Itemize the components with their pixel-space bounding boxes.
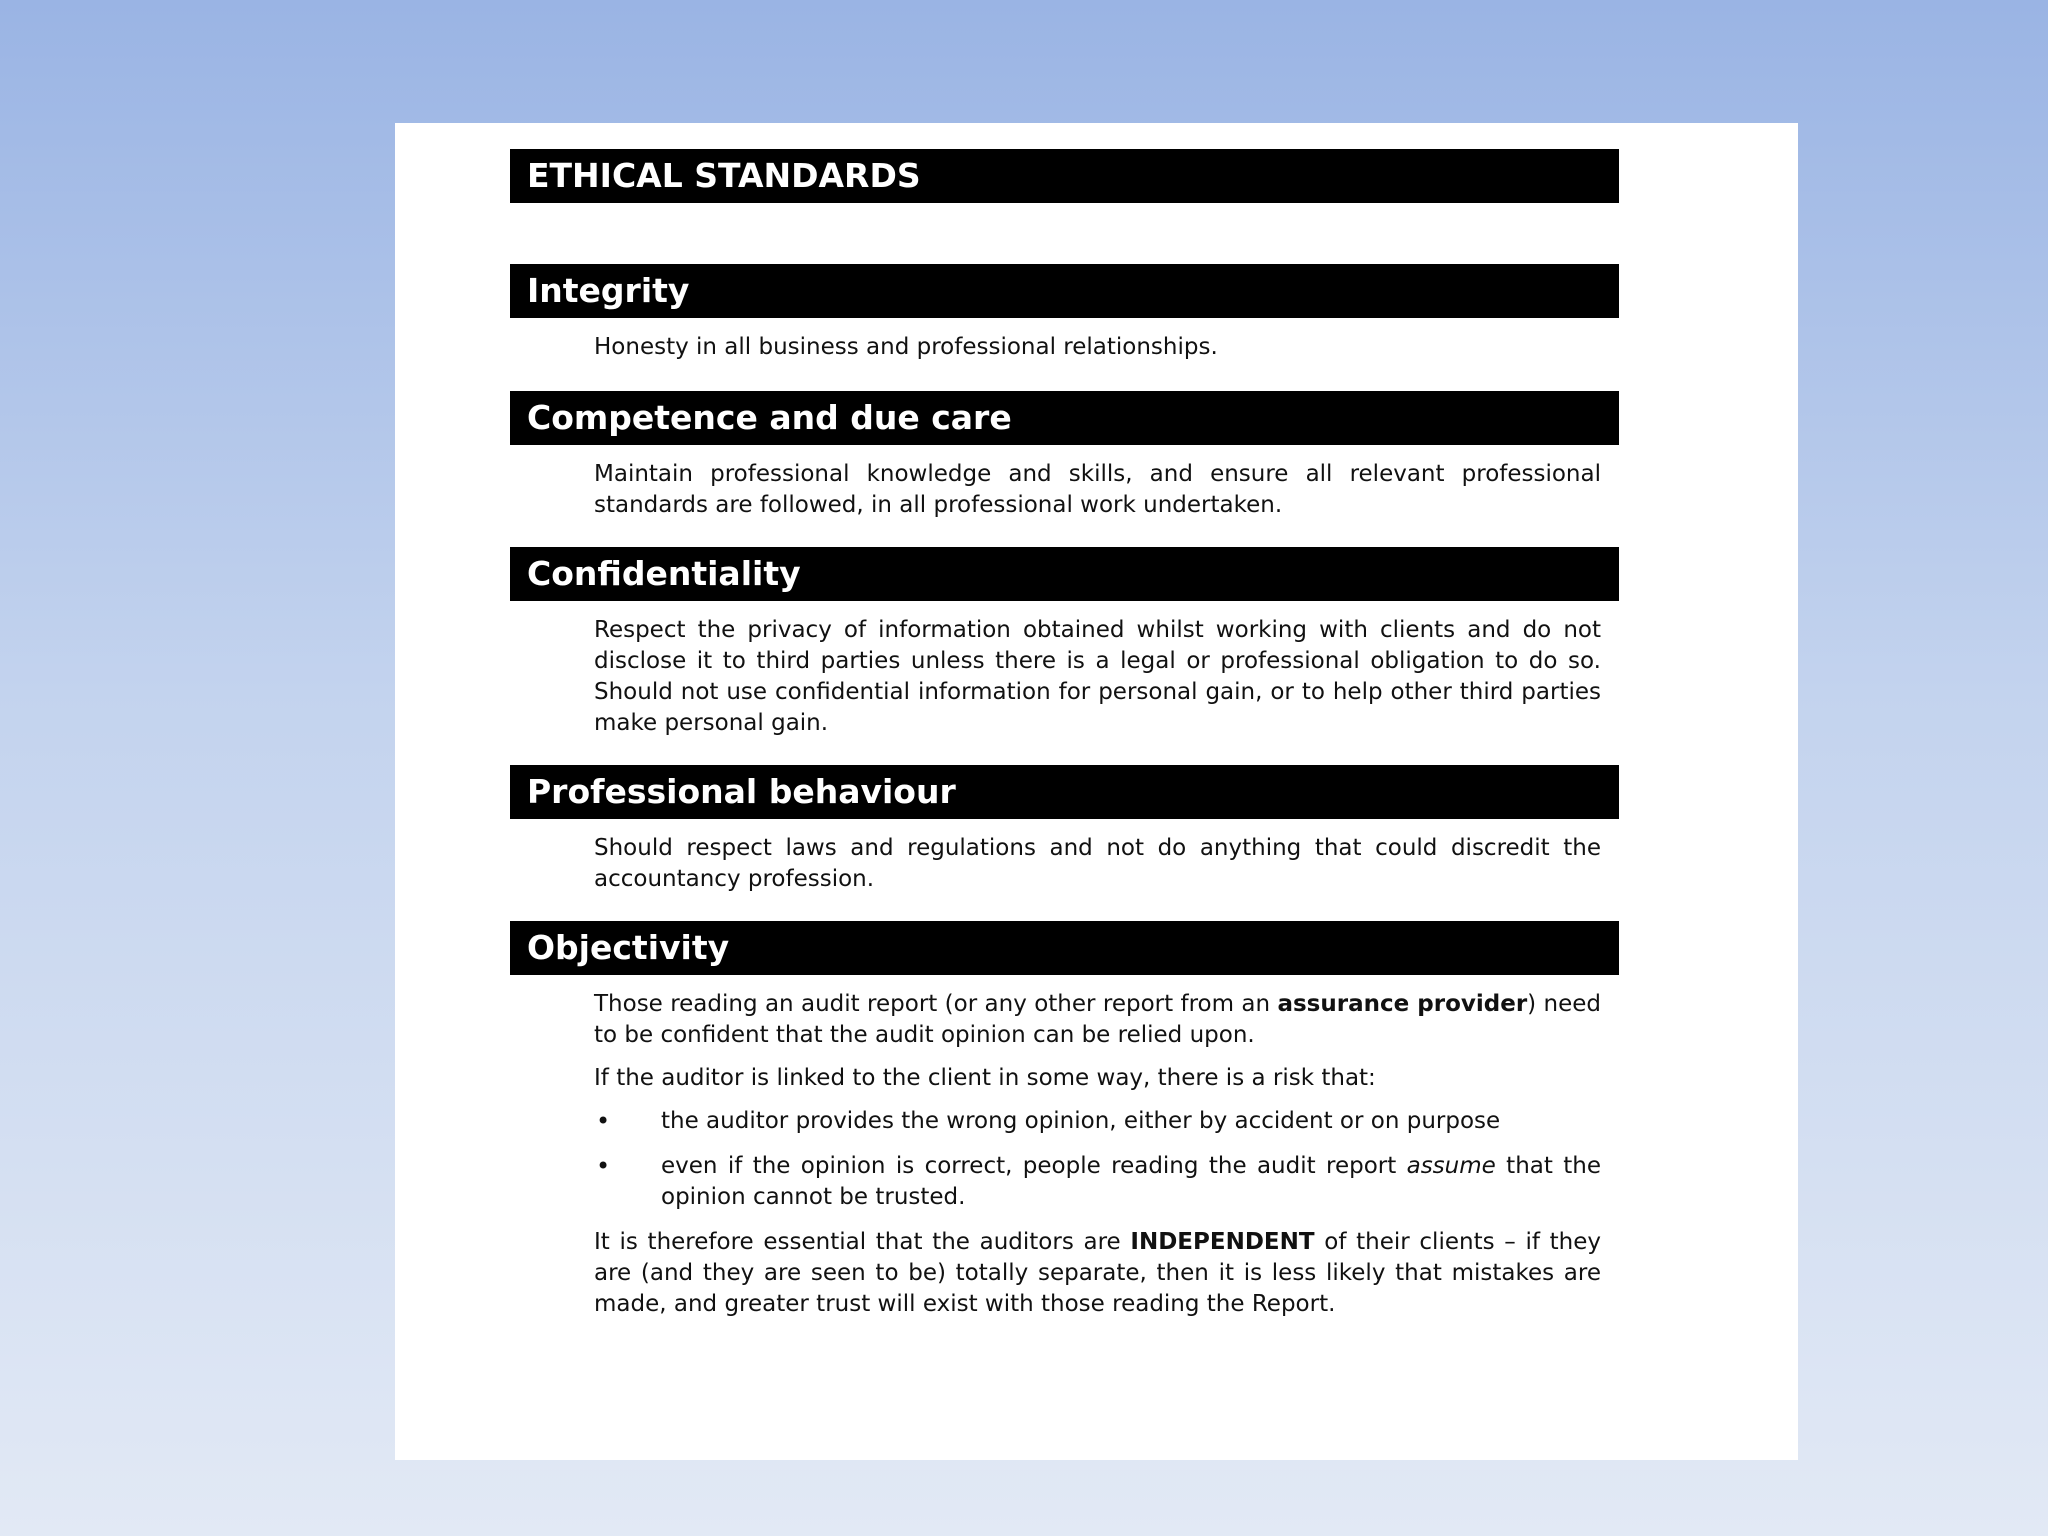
bullet-text-1: the auditor provides the wrong opinion, either by accident or on purpose	[661, 1108, 1501, 1134]
document-content	[510, 149, 1619, 1320]
objectivity-paragraph-2: If the auditor is linked to the client in some way, there is a risk that:	[594, 1065, 1376, 1091]
bullet-text-2	[661, 1153, 1601, 1210]
document-page	[395, 123, 1798, 1460]
professional-text: Should respect laws and regulations and not do anything that could discredit the accountancy profession.	[594, 835, 1601, 892]
objectivity-p1-end: ) need to be confident that the audit opinion can be relied upon.	[594, 991, 1601, 1048]
objectivity-paragraph-3	[594, 1227, 1601, 1320]
section-professional-body	[594, 819, 1601, 895]
assurance-provider-term: assurance provider	[1277, 991, 1528, 1017]
objectivity-p3-start: It is therefore essential that the auditors are	[594, 1229, 1131, 1255]
competence-text: Maintain professional knowledge and skills, and ensure all relevant professional standards are followed, in all professional work undertaken.	[594, 461, 1601, 518]
section-competence-body	[594, 445, 1601, 521]
assume-term: assume	[1406, 1153, 1496, 1179]
heading-confidentiality: Confidentiality	[510, 547, 1619, 601]
list-item	[594, 1106, 1601, 1137]
section-confidentiality-body	[594, 601, 1601, 739]
bullet-icon: •	[596, 1152, 611, 1180]
bullet-icon: •	[596, 1107, 611, 1135]
bullet-2-start: even if the opinion is correct, people reading the audit report	[661, 1153, 1407, 1179]
objectivity-p1-start: Those reading an audit report (or any other report from an	[594, 991, 1278, 1017]
heading-competence: Competence and due care	[510, 391, 1619, 445]
heading-integrity: Integrity	[510, 264, 1619, 318]
independent-term: INDEPENDENT	[1130, 1229, 1315, 1255]
risk-list	[594, 1106, 1601, 1213]
bullet-2-end: that the opinion cannot be trusted.	[661, 1153, 1601, 1210]
section-integrity-body	[594, 318, 1601, 363]
section-objectivity-body	[594, 975, 1601, 1320]
document-title: ETHICAL STANDARDS	[510, 149, 1619, 203]
objectivity-paragraph-1	[594, 989, 1601, 1051]
heading-professional-behaviour: Professional behaviour	[510, 765, 1619, 819]
objectivity-p3-end: of their clients – if they are (and they are seen to be) totally separate, then it is less likely that mistakes are made, and greater trust will exist with those reading the Report.	[594, 1229, 1601, 1317]
integrity-text: Honesty in all business and professional relationships.	[594, 334, 1218, 360]
heading-objectivity: Objectivity	[510, 921, 1619, 975]
confidentiality-text: Respect the privacy of information obtained whilst working with clients and do not disclose it to third parties unless there is a legal or professional obligation to do so. Should not use confidential information for personal gain, or to help other third parties make personal gain.	[594, 617, 1601, 736]
list-item	[594, 1151, 1601, 1213]
